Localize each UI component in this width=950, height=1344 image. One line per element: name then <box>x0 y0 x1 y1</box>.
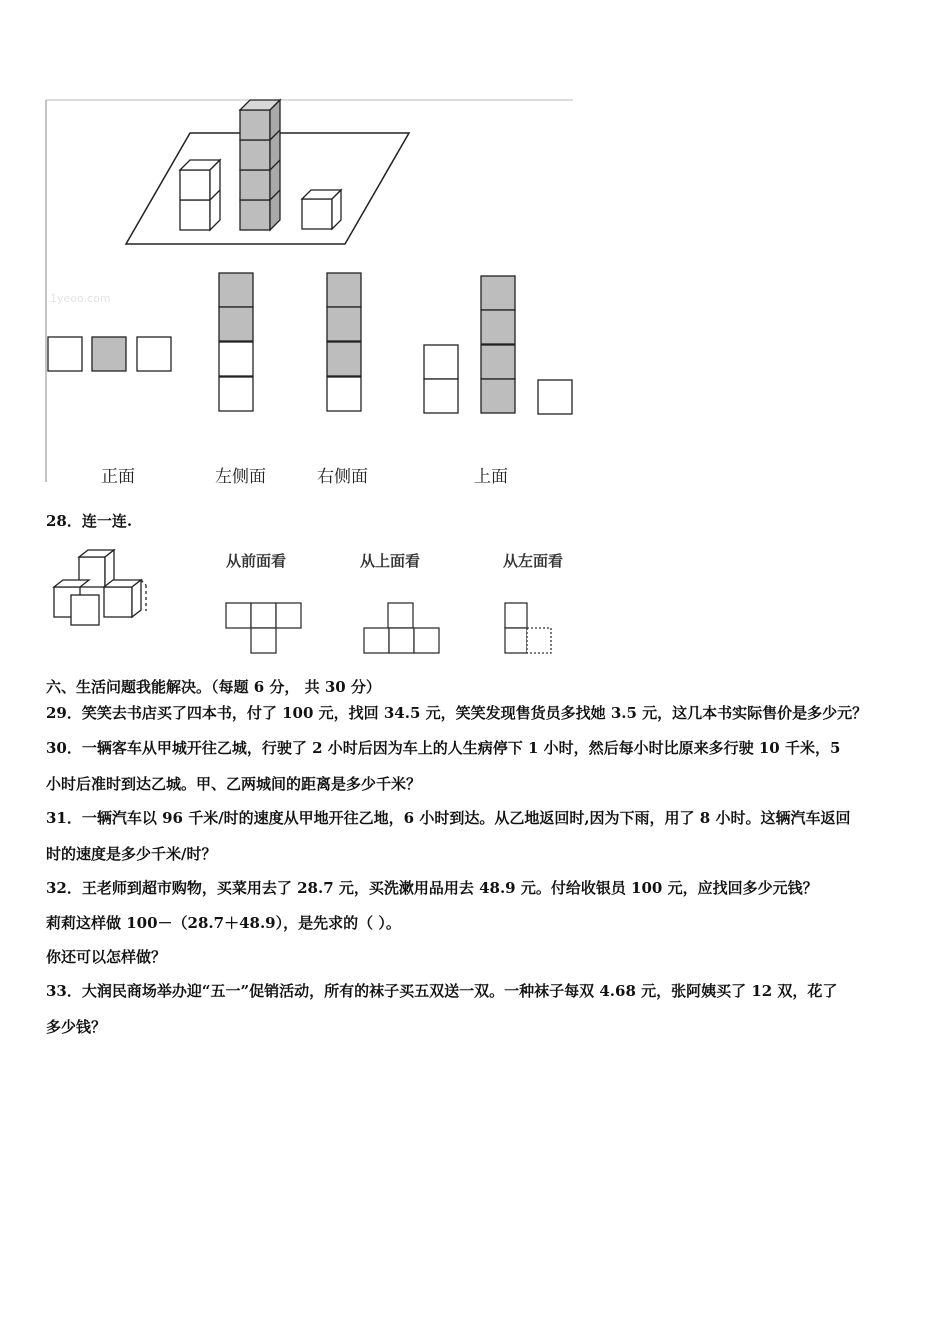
question-33-line1: 33．大润民商场举办迎“五一”促销活动，所有的袜子买五双送一双。一种袜子每双 4.68 元，张阿姨买了 12 双，花了 <box>46 982 838 1000</box>
label-left-side-view: 左侧面 <box>215 467 266 487</box>
question-29: 29．笑笑去书店买了四本书，付了 100 元，找回 34.5 元，笑笑发现售货员多找她 3.5 元，这几本书实际售价是多少元？ <box>46 704 868 722</box>
tall-cube-stack <box>240 100 280 230</box>
view-from-left <box>505 603 551 653</box>
label-view-from-left: 从左面看 <box>503 552 564 570</box>
watermark-text: 1yeoo.com <box>50 292 111 305</box>
left-side-view <box>219 273 253 411</box>
right-side-view <box>327 273 361 411</box>
single-cube <box>302 190 341 229</box>
section-6-title: 六、生活问题我能解决。（每题 6 分， 共 30 分） <box>46 678 381 696</box>
left-cube-stack <box>180 160 220 230</box>
block-views-figure <box>0 0 950 500</box>
view-from-front <box>226 603 301 653</box>
question-31-line1: 31．一辆汽车以 96 千米/时的速度从甲地开往乙地，6 小时到达。从乙地返回时,因为下雨，用了 8 小时。这辆汽车返回 <box>46 809 851 827</box>
question-32-line3: 你还可以怎样做？ <box>46 948 167 966</box>
front-view <box>48 337 171 371</box>
view-from-top <box>364 603 439 653</box>
label-view-from-top: 从上面看 <box>360 552 421 570</box>
question-28-solid <box>54 550 146 625</box>
label-front-view: 正面 <box>101 467 135 487</box>
question-33-line2: 多少钱？ <box>46 1018 107 1036</box>
question-32-line1: 32．王老师到超市购物，买菜用去了 28.7 元，买洗漱用品用去 48.9 元。付给收银员 100 元，应找回多少元钱？ <box>46 879 818 897</box>
block-views-drawing <box>0 0 950 500</box>
question-31-line2: 时的速度是多少千米/时？ <box>46 845 217 863</box>
question-32-line2: 莉莉这样做 100－（28.7＋48.9），是先求的（ ）。 <box>46 914 401 932</box>
question-28-title: 28．连一连. <box>46 512 133 530</box>
label-top-view: 上面 <box>474 467 508 487</box>
question-28-figure <box>46 545 576 660</box>
question-30-line1: 30．一辆客车从甲城开往乙城，行驶了 2 小时后因为车上的人生病停下 1 小时，然后每小时比原来多行驶 10 千米，5 <box>46 739 841 757</box>
label-right-side-view: 右侧面 <box>317 467 368 487</box>
top-view <box>424 276 572 414</box>
question-30-line2: 小时后准时到达乙城。甲、乙两城间的距离是多少千米？ <box>46 775 422 793</box>
label-view-from-front: 从前面看 <box>226 552 287 570</box>
